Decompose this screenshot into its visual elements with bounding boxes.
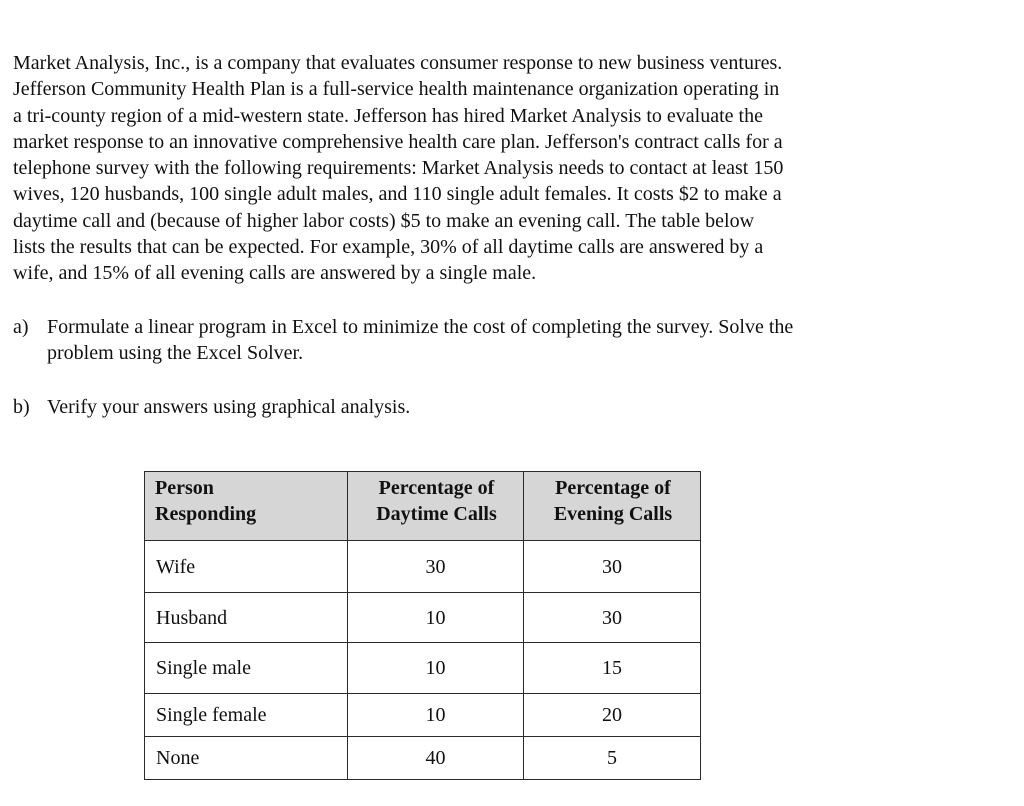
evening-percent-cell: 30 <box>524 541 701 593</box>
intro-line: Market Analysis, Inc., is a company that evaluates consumer response to new business ventures. <box>13 52 783 74</box>
header-line: Percentage of <box>555 477 671 499</box>
header-daytime-calls <box>348 472 524 541</box>
question-b-line: Verify your answers using graphical analysis. <box>47 396 411 418</box>
table-row <box>145 694 701 737</box>
header-line: Responding <box>155 503 257 525</box>
table-row <box>145 593 701 643</box>
question-b-label: b) <box>13 396 30 418</box>
table-row <box>145 541 701 593</box>
header-evening-calls <box>524 472 701 541</box>
person-cell: Wife <box>145 541 348 593</box>
intro-line: telephone survey with the following requirements: Market Analysis needs to contact at least 150 <box>13 157 784 180</box>
intro-line: wife, and 15% of all evening calls are answered by a single male. <box>13 262 537 285</box>
intro-line: daytime call and (because of higher labor costs) $5 to make an evening call. The table below <box>13 209 755 232</box>
daytime-percent-cell: 10 <box>348 593 524 643</box>
evening-percent-cell: 5 <box>524 737 701 780</box>
evening-percent-cell: 30 <box>524 593 701 643</box>
question-b-text <box>47 394 410 420</box>
question-a-label: a) <box>13 316 29 338</box>
intro-line: market response to an innovative comprehensive health care plan. Jefferson's contract calls for a <box>13 130 783 153</box>
daytime-percent-cell: 10 <box>348 694 524 737</box>
header-line: Daytime Calls <box>376 503 497 525</box>
person-cell: Husband <box>145 593 348 643</box>
header-person-responding <box>145 472 348 541</box>
intro-line: wives, 120 husbands, 100 single adult males, and 110 single adult females. It costs $2 to make a <box>13 183 782 206</box>
evening-percent-cell: 15 <box>524 643 701 694</box>
problem-description <box>13 50 1013 287</box>
intro-line: Jefferson Community Health Plan is a full-service health maintenance organization operating in <box>13 78 780 101</box>
daytime-percent-cell: 40 <box>348 737 524 780</box>
person-cell: Single female <box>145 694 348 737</box>
question-a-line: problem using the Excel Solver. <box>47 342 304 364</box>
daytime-percent-cell: 10 <box>348 643 524 694</box>
question-a-text <box>47 314 793 366</box>
daytime-percent-cell: 30 <box>348 541 524 593</box>
table-header-row <box>145 472 701 541</box>
call-results-table <box>144 471 701 780</box>
intro-line: a tri-county region of a mid-western state. Jefferson has hired Market Analysis to evaluate the <box>13 104 763 127</box>
person-cell: Single male <box>145 643 348 694</box>
table-row <box>145 643 701 694</box>
header-line: Person <box>155 477 214 499</box>
question-a-line: Formulate a linear program in Excel to minimize the cost of completing the survey. Solve the <box>47 316 794 338</box>
person-cell: None <box>145 737 348 780</box>
table-row <box>145 737 701 780</box>
intro-line: lists the results that can be expected. For example, 30% of all daytime calls are answered by a <box>13 236 764 259</box>
header-line: Percentage of <box>378 477 495 499</box>
evening-percent-cell: 20 <box>524 694 701 737</box>
header-line: Evening Calls <box>553 503 673 525</box>
